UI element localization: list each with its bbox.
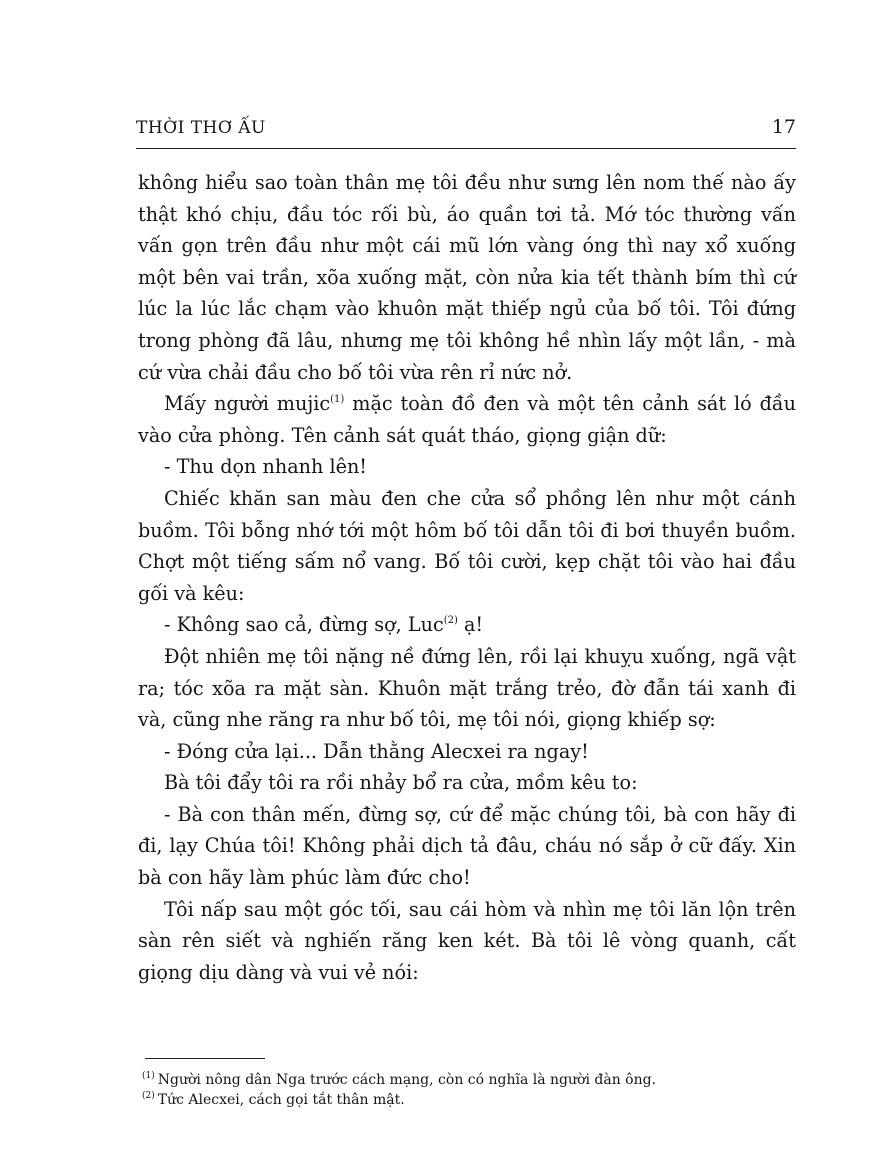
paragraph-text: Mấy người mujic [164,392,331,416]
dialogue-line: - Bà con thân mến, đừng sợ, cứ để mặc chúng tôi, bà con hãy đi đi, lạy Chúa tôi! Không phải dịch tả đâu, cháu nó sắp ở cữ đấy. Xin bà con hãy làm phúc làm đức cho! [138,802,796,890]
dialogue-line [138,609,796,641]
paragraph: Chiếc khăn san màu đen che cửa sổ phồng lên như một cánh buồm. Tôi bỗng nhớ tới một hôm bố tôi dẫn tôi đi bơi thuyền buồm. Chợt một tiếng sấm nổ vang. Bố tôi cười, kẹp chặt tôi vào hai đầu gối và kêu: [138,486,796,605]
footnote-text: Tức Alecxei, cách gọi tắt thân mật. [157,1092,405,1108]
dialogue-text: ạ! [457,613,484,637]
footnote-marker: (1) [142,1071,155,1081]
footnote-ref: (2) [443,615,458,627]
footnote [142,1070,792,1090]
page-header [136,116,796,146]
body-text [138,167,796,988]
paragraph-text: mặc toàn đồ đen và một tên cảnh sát ló đầu vào cửa phòng. Tên cảnh sát quát tháo, giọng giận dữ: [138,392,796,447]
running-title: THỜI THƠ ẤU [136,118,266,138]
paragraph: không hiểu sao toàn thân mẹ tôi đều như sưng lên nom thế nào ấy thật khó chịu, đầu tóc rối bù, áo quần tơi tả. Mớ tóc thường vấn vấn gọn trên đầu như một cái mũ lớn vàng óng thì nay xổ xuống một bên vai trần, xõa xuống mặt, còn nửa kia tết thành bím thì cứ lúc la lúc lắc chạm vào khuôn mặt thiếp ngủ của bố tôi. Tôi đứng trong phòng đã lâu, nhưng mẹ tôi không hề nhìn lấy một lần, - mà cứ vừa chải đầu cho bố tôi vừa rên rỉ nức nở. [138,171,796,384]
dialogue-text: - Không sao cả, đừng sợ, Luc [164,613,444,637]
page-number: 17 [771,116,796,138]
paragraph: Tôi nấp sau một góc tối, sau cái hòm và nhìn mẹ tôi lăn lộn trên sàn rên siết và nghiến răng ken két. Bà tôi lê vòng quanh, cất giọng dịu dàng và vui vẻ nói: [138,897,796,984]
footnotes [142,1070,792,1110]
dialogue-line: - Thu dọn nhanh lên! [164,455,368,479]
footnote-rule [145,1058,265,1059]
footnote [142,1090,792,1110]
header-rule [136,148,796,149]
paragraph: Bà tôi đẩy tôi ra rồi nhảy bổ ra cửa, mồm kêu to: [164,771,638,795]
footnote-text: Người nông dân Nga trước cách mạng, còn có nghĩa là người đàn ông. [157,1072,657,1088]
dialogue-line: - Đóng cửa lại... Dẫn thằng Alecxei ra ngay! [164,739,589,763]
footnote-ref: (1) [330,394,345,406]
paragraph [138,388,796,451]
paragraph: Đột nhiên mẹ tôi nặng nề đứng lên, rồi lại khuỵu xuống, ngã vật ra; tóc xõa ra mặt sàn. Khuôn mặt trắng trẻo, đờ đẫn tái xanh đi và, cũng nhe răng ra như bố tôi, mẹ tôi nói, giọng khiếp sợ: [138,644,796,732]
footnote-marker: (2) [142,1091,155,1101]
